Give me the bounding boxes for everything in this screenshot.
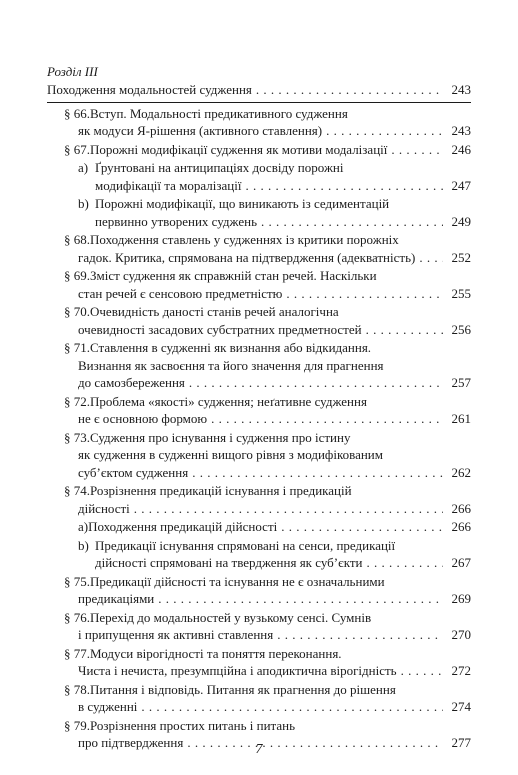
- entry-page-number: 255: [451, 285, 471, 301]
- entry-page-number: 256: [451, 321, 471, 337]
- dot-leader: [277, 626, 443, 644]
- toc-line: [47, 303, 471, 321]
- chapter-page: 243: [451, 82, 471, 97]
- entry-page-number: 243: [451, 123, 471, 138]
- toc-line-text: дійсності спрямовані на твердження як суб’єкти: [95, 555, 363, 570]
- section-number: § 75.: [64, 573, 90, 589]
- toc-line-text: Модуси вірогідності та поняття переконання.: [90, 645, 342, 661]
- toc-line: [47, 231, 471, 249]
- entry-page-number: 247: [451, 177, 471, 193]
- toc-line-text: Очевидність даності станів речей аналогічна: [90, 304, 339, 319]
- toc-line-text: Предикації дійсності та існування не є означальними: [90, 573, 385, 589]
- dot-leader: [366, 554, 443, 572]
- toc-line: [47, 518, 471, 536]
- toc-line: [47, 609, 471, 627]
- toc-line-text: предикаціями: [78, 591, 155, 606]
- toc-line-text: Предикації існування спрямовані на сенси, предикації: [95, 537, 396, 553]
- entry-page-number: 274: [451, 699, 471, 714]
- toc-line: [47, 590, 471, 608]
- section-number: § 71.: [64, 340, 90, 355]
- toc-line: [47, 645, 471, 663]
- toc-entry: [47, 645, 471, 680]
- toc-line: [47, 105, 471, 123]
- toc-line: [47, 662, 471, 680]
- toc-line-text: як модуси Я-рішення (активного ставлення): [78, 123, 323, 138]
- toc-line-text: Походження предикацій дійсності: [88, 519, 278, 534]
- dot-leader: [401, 662, 443, 680]
- toc-subentry: [47, 518, 471, 536]
- dot-leader: [245, 177, 443, 195]
- toc-line: [47, 339, 471, 357]
- subentry-marker: a): [78, 519, 89, 534]
- toc-line-text: Розрізнення предикацій існування і предикацій: [90, 483, 352, 498]
- toc-entry: [47, 609, 471, 644]
- toc-line-text: про підтвердження: [78, 735, 184, 750]
- toc-line-text: суб’єктом судження: [78, 464, 189, 480]
- section-number: § 69.: [64, 268, 90, 283]
- toc-line: [47, 717, 471, 735]
- entry-page-number: 252: [451, 249, 471, 265]
- toc-entry: [47, 339, 471, 392]
- chapter-heading: [47, 81, 471, 99]
- toc-line-text: Ставлення в судженні як визнання або відкидання.: [90, 340, 372, 355]
- entry-page-number: 266: [451, 519, 471, 534]
- toc-entry: [47, 393, 471, 428]
- toc-entry: [47, 573, 471, 608]
- subentry-marker: b): [78, 196, 89, 211]
- dot-leader: [326, 122, 443, 140]
- section-number: § 79.: [64, 717, 90, 733]
- toc-line: [47, 195, 471, 213]
- toc-line: [47, 122, 471, 140]
- section-number: § 78.: [64, 681, 90, 697]
- toc-line: [47, 446, 471, 464]
- toc-line-text: як судження в судженні вищого рівня з модифікованим: [78, 447, 383, 462]
- dot-leader: [211, 410, 443, 428]
- toc-entry: [47, 231, 471, 266]
- entry-page-number: 266: [451, 500, 471, 516]
- toc-entry: [47, 482, 471, 517]
- toc-entry: [47, 267, 471, 302]
- section-number: § 68.: [64, 232, 90, 247]
- entry-page-number: 267: [451, 555, 471, 570]
- dot-leader: [158, 590, 443, 608]
- toc-line-text: Походження ставлень у судженнях із критики порожніх: [90, 232, 399, 247]
- toc-line: [47, 698, 471, 716]
- dot-leader: [192, 464, 443, 482]
- toc-line-text: Судження про існування і судження про істину: [90, 429, 351, 445]
- dot-leader: [256, 81, 443, 99]
- toc-line: [47, 573, 471, 591]
- toc-line-text: Проблема «якості» судження; неґативне судження: [90, 393, 367, 409]
- toc-line: [47, 159, 471, 177]
- dot-leader: [419, 249, 443, 267]
- toc-line: [47, 500, 471, 518]
- dot-leader: [286, 285, 443, 303]
- section-number: § 74.: [64, 483, 90, 498]
- toc-line: [47, 482, 471, 500]
- section-number: § 66.: [64, 105, 90, 121]
- toc-subentry: [47, 195, 471, 230]
- toc-line-text: до самозбереження: [78, 375, 185, 390]
- dot-leader: [134, 500, 443, 518]
- chapter-divider: [47, 102, 471, 103]
- toc-line-text: Чиста і нечиста, презумпційна і аподиктична вірогідність: [78, 663, 397, 678]
- entry-page-number: 246: [451, 141, 471, 157]
- section-number: § 67.: [64, 141, 90, 157]
- toc-line: [47, 554, 471, 572]
- toc-line: [47, 393, 471, 411]
- entry-page-number: 249: [451, 213, 471, 229]
- toc-line-text: Ґрунтовані на антиципаціях досвіду порожні: [95, 160, 344, 175]
- entry-page-number: 277: [451, 735, 471, 750]
- dot-leader: [281, 518, 443, 536]
- toc-line: [47, 285, 471, 303]
- toc-line-text: Питання і відповідь. Питання як прагнення до рішення: [90, 681, 396, 697]
- dot-leader: [141, 698, 443, 716]
- toc-line-text: Перехід до модальностей у вузькому сенсі. Сумнів: [90, 609, 372, 625]
- toc-line-text: Порожні модифікації судження як мотиви модалізації: [90, 141, 388, 157]
- toc-line-text: стан речей є сенсовою предметністю: [78, 285, 283, 301]
- toc-line: [47, 249, 471, 267]
- toc-line: [47, 374, 471, 392]
- toc-line-text: в судженні: [78, 699, 138, 714]
- toc-line: [47, 626, 471, 644]
- toc-line-text: очевидності засадових субстратних предметностей: [78, 321, 362, 337]
- toc-line: [47, 537, 471, 555]
- toc-line: [47, 410, 471, 428]
- toc-line-text: і припущення як активні ставлення: [78, 627, 274, 642]
- section-number: § 76.: [64, 609, 90, 625]
- toc-line: [47, 141, 471, 159]
- part-label: Розділ III: [47, 64, 98, 79]
- toc-line: [47, 321, 471, 339]
- entry-page-number: 270: [451, 627, 471, 642]
- toc-entry: [47, 303, 471, 338]
- subentry-marker: a): [78, 160, 89, 175]
- section-number: § 77.: [64, 645, 90, 661]
- toc-line: [47, 267, 471, 285]
- toc-line: [47, 681, 471, 699]
- toc-line-text: не є основною формою: [78, 411, 208, 426]
- subentry-marker: b): [78, 537, 89, 553]
- toc-entry: [47, 681, 471, 716]
- toc-line-text: Розрізнення простих питань і питань: [90, 717, 296, 733]
- entry-page-number: 269: [451, 591, 471, 606]
- toc-line: [47, 357, 471, 375]
- toc-subentry: [47, 159, 471, 194]
- entry-page-number: 262: [451, 464, 471, 480]
- toc-line: [47, 464, 471, 482]
- toc-line-text: модифікації та моралізації: [95, 177, 242, 193]
- section-number: § 73.: [64, 429, 90, 445]
- section-number: § 72.: [64, 393, 90, 409]
- toc-line-text: дійсності: [78, 500, 130, 516]
- toc-line: [47, 213, 471, 231]
- toc-line-text: Визнання як засвоєння та його значення для прагнення: [78, 357, 384, 373]
- table-of-contents: [47, 58, 471, 753]
- toc-entries: [47, 105, 471, 752]
- toc-line-text: Зміст судження як справжній стан речей. Наскільки: [90, 268, 377, 283]
- toc-entry: [47, 105, 471, 140]
- toc-entry: [47, 141, 471, 159]
- chapter-title: Походження модальностей судження: [47, 82, 252, 97]
- toc-line: [47, 177, 471, 195]
- toc-line-text: Вступ. Модальності предикативного судження: [90, 105, 348, 121]
- toc-entry: [47, 429, 471, 482]
- entry-page-number: 257: [451, 375, 471, 390]
- entry-page-number: 261: [451, 411, 471, 426]
- section-number: § 70.: [64, 304, 90, 319]
- dot-leader: [261, 213, 443, 231]
- entry-page-number: 272: [451, 663, 471, 678]
- toc-subentry: [47, 537, 471, 572]
- dot-leader: [189, 374, 443, 392]
- toc-line-text: первинно утворених суджень: [95, 213, 258, 229]
- toc-line-text: Порожні модифікації, що виникають із седиментацій: [95, 196, 390, 211]
- toc-line-text: гадок. Критика, спрямована на підтвердження (адекватність): [78, 249, 416, 265]
- dot-leader: [366, 321, 443, 339]
- page-number: 7: [255, 742, 263, 757]
- toc-line: [47, 429, 471, 447]
- dot-leader: [391, 141, 443, 159]
